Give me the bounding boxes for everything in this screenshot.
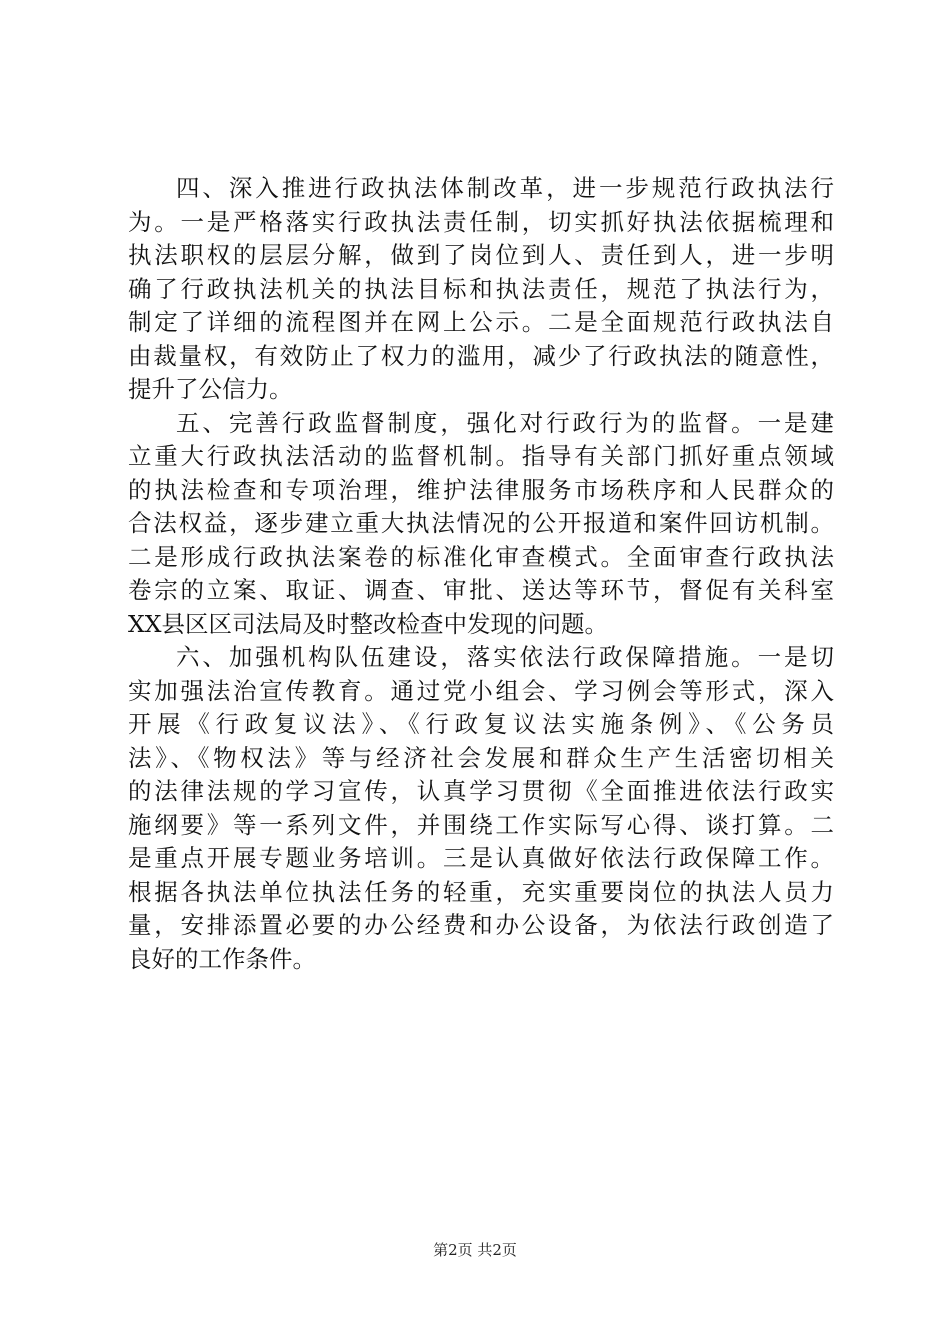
paragraph-5 xyxy=(128,407,834,642)
text-line: 立重大行政执法活动的监督机制。指导有关部门抓好重点领域 xyxy=(128,442,834,470)
text-line: 合法权益，逐步建立重大执法情况的公开报道和案件回访机制。 xyxy=(128,509,834,537)
text-line: 良好的工作条件。 xyxy=(128,944,316,973)
text-line: 确了行政执法机关的执法目标和执法责任，规范了执法行为， xyxy=(128,274,834,303)
paragraph-6 xyxy=(128,641,834,976)
text-line: 根据各执法单位执法任务的轻重，充实重要岗位的执法人员力 xyxy=(128,877,834,906)
text-line: 制定了详细的流程图并在网上公示。二是全面规范行政执法自 xyxy=(128,308,834,336)
text-line: 五、完善行政监督制度，强化对行政行为的监督。一是建 xyxy=(176,408,834,437)
text-line: XX县区区司法局及时整改检查中发现的问题。 xyxy=(128,609,608,638)
text-line: 是重点开展专题业务培训。三是认真做好依法行政保障工作。 xyxy=(128,844,834,872)
text-line: 为。一是严格落实行政执法责任制，切实抓好执法依据梳理和 xyxy=(128,207,834,236)
text-line: 量，安排添置必要的办公经费和办公设备，为依法行政创造了 xyxy=(128,911,834,939)
text-line: 的法律法规的学习宣传，认真学习贯彻《全面推进依法行政实 xyxy=(128,777,834,805)
text-line: 开展《行政复议法》、《行政复议法实施条例》、《公务员 xyxy=(128,710,834,738)
text-line: 的执法检查和专项治理，维护法律服务市场秩序和人民群众的 xyxy=(128,475,834,504)
text-line: 施纲要》等一系列文件，并围绕工作实际写心得、谈打算。二 xyxy=(128,810,834,839)
text-line: 提升了公信力。 xyxy=(128,375,293,403)
text-line: 实加强法治宣传教育。通过党小组会、学习例会等形式，深入 xyxy=(128,676,834,705)
page-number: 第2页 共2页 xyxy=(433,1241,517,1259)
text-line: 卷宗的立案、取证、调查、审批、送达等环节，督促有关科室 xyxy=(128,576,834,604)
body-text xyxy=(128,172,834,976)
text-line: 六、加强机构队伍建设，落实依法行政保障措施。一是切 xyxy=(176,643,834,671)
page-footer xyxy=(0,1240,950,1260)
text-line: 四、深入推进行政执法体制改革，进一步规范行政执法行 xyxy=(176,174,834,202)
text-line: 法》、《物权法》等与经济社会发展和群众生产生活密切相关 xyxy=(128,743,834,772)
text-line: 由裁量权，有效防止了权力的滥用，减少了行政执法的随意性， xyxy=(128,341,834,370)
text-line: 二是形成行政执法案卷的标准化审查模式。全面审查行政执法 xyxy=(128,542,834,571)
text-line: 执法职权的层层分解，做到了岗位到人、责任到人，进一步明 xyxy=(128,241,834,269)
paragraph-4 xyxy=(128,172,834,407)
